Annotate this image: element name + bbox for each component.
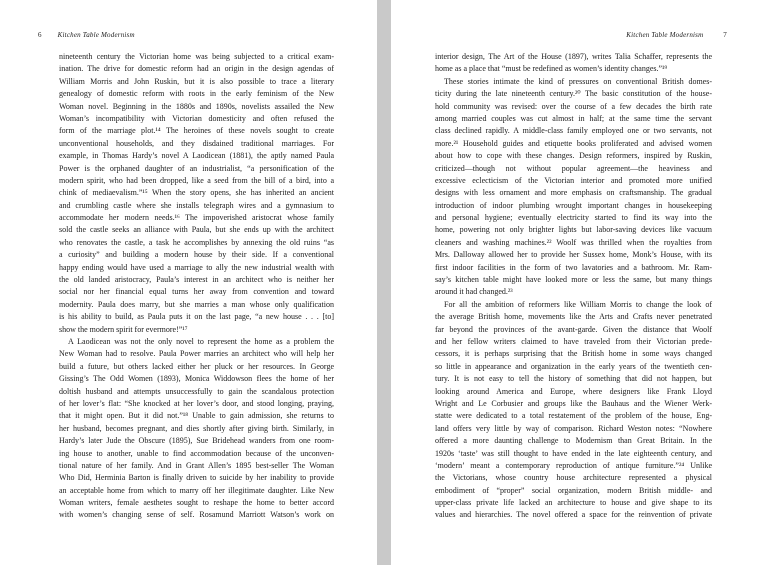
text-line: and personal hygiene; eventually electricity started to find its way into the bbox=[435, 213, 712, 223]
text-line: Power is the orphaned daughter of an industrialist, “a personification of the bbox=[59, 163, 334, 173]
text-line: doltish husband and attempts unsuccessfully to gain the scandalous protection bbox=[59, 386, 334, 396]
text-line: cessors, it is perhaps surprising that the British home in some ways changed bbox=[435, 349, 712, 359]
text-line: of her lover’s flat: “She knocked at her lover’s door, and stood longing, praying, bbox=[59, 398, 334, 408]
text-line: say’s kitchen table might have looked more or less the same, but many things bbox=[435, 275, 712, 285]
text-line: 1920s ‘taste’ was still thought to have ended in the late eighteenth century, and bbox=[435, 448, 712, 458]
text-line: ‘modern’ meant a contemporary reproduction of antique furniture.”²⁴ Unlike bbox=[435, 460, 712, 470]
left-page bbox=[0, 0, 377, 565]
text-line: interior design, The Art of the House (1897), writes Talia Schaffer, represents the bbox=[435, 52, 712, 61]
text-line: sold the castle seeks an alliance with Paula, but she ends up with the architect bbox=[59, 225, 334, 235]
text-line: offered a more daunting challenge to Modernism than Great Britain. In the bbox=[435, 436, 712, 446]
page-number-right: 7 bbox=[723, 31, 727, 39]
text-line: ination. The drive for domestic reform had an origin in the design agendas of bbox=[59, 64, 334, 74]
text-line: and her fellow writers claimed to have traveled from their Victorian prede- bbox=[435, 336, 712, 346]
text-line: social nor her financial equal turns her away from convention and toward bbox=[59, 287, 334, 297]
running-head-title-left: Kitchen Table Modernism bbox=[57, 31, 135, 39]
text-line: Gissing’s The Odd Women (1893), Monica Widdowson flees the home of her bbox=[59, 374, 334, 384]
text-line: happy ending would have used a marriage to ally the new industrial wealth with bbox=[59, 262, 334, 272]
running-head-title-right: Kitchen Table Modernism bbox=[626, 31, 704, 39]
right-page bbox=[391, 0, 768, 565]
text-line: who renovates the castle, a task he accomplishes by annexing the old ruins “as bbox=[59, 237, 334, 247]
text-line: modernity. Paula does marry, but she marries a man whose only qualification bbox=[59, 299, 334, 309]
text-line: so little in appearance and organization in the early years of the twentieth cen- bbox=[435, 361, 712, 371]
text-line: excessive eclecticism of the Victorian interior and promoted more unified bbox=[435, 175, 712, 185]
text-line: among married couples was cut almost in half; at the same time the servant bbox=[435, 113, 712, 123]
text-line: A Laodicean was not the only novel to represent the home as a problem the bbox=[68, 336, 334, 346]
text-line: show the modern spirit for evermore!”¹⁷ bbox=[59, 324, 188, 334]
text-line: Who Did, Herminia Barton is finally driven to suicide by her inability to provide bbox=[59, 473, 334, 483]
text-line: Hardy’s later Jude the Obscure (1895), Sue Bridehead wanders from one room- bbox=[59, 436, 334, 446]
text-line: chink of mediaevalism.”¹⁵ When the story opens, she has inherited an ancient bbox=[59, 188, 334, 198]
text-line: Woman writers, female aesthetes sought to reshape the home to better accord bbox=[59, 498, 334, 508]
page-number-left: 6 bbox=[38, 31, 42, 39]
text-line: and crumbling castle where she installs telegraph wires and a gymnasium to bbox=[59, 200, 334, 210]
text-line: modern spirit, who had been dropped, like a seed from the bill of a bird, into a bbox=[59, 175, 334, 185]
text-line: Woman’s incompatibility with Victorian domesticity and often refused the bbox=[59, 113, 334, 123]
text-line: New Woman had to resolve. Paula Power marries an architect who will help her bbox=[59, 349, 334, 359]
text-line: Mrs. Dalloway allowed her to provide her Sussex home, Monk’s House, with its bbox=[435, 250, 712, 260]
text-line: a curiosity” and building a modern house by their side. If a conventional bbox=[59, 250, 334, 260]
text-line: far beyond the provinces of the avant-garde. Given the distance that Woolf bbox=[435, 324, 712, 334]
text-line: cleaners and washing machines.²² Woolf was thrilled when the royalties from bbox=[435, 237, 712, 247]
text-line: tional nature of her family. And in Grant Allen’s 1895 best-seller The Woman bbox=[59, 460, 334, 470]
text-line: accommodate her modern needs.¹⁶ The impoverished aristocrat whose family bbox=[59, 213, 334, 223]
text-line: the average British home, movements like the Arts and Crafts never penetrated bbox=[435, 312, 712, 322]
text-line: form of the marriage plot.¹⁴ The heroines of these novels sought to create bbox=[59, 126, 334, 136]
text-line: home, powering not only brighter lights but labor-saving devices like vacuum bbox=[435, 225, 712, 235]
text-line: Woman novel. Beginning in the 1880s and 1890s, novelists assailed the New bbox=[59, 101, 334, 111]
text-line: build a future, but others lacked either her pluck or her resources. In George bbox=[59, 361, 334, 371]
text-line: criticized—though not without popular agreement—the heaviness and bbox=[435, 163, 712, 173]
text-line: more.²¹ Household guides and etiquette books proliferated and advised women bbox=[435, 138, 712, 148]
text-line: Wright and Le Corbusier and groups like the Bauhaus and the Wiener Werk- bbox=[435, 398, 712, 408]
text-line: introduction of indoor plumbing wrought important changes in housekeeping bbox=[435, 200, 712, 210]
text-line: first indoor facilities in the form of two lavatories and a bathroom. Mr. Ram- bbox=[435, 262, 712, 272]
text-line: hold community was revised: over the course of a few decades the birth rate bbox=[435, 101, 712, 111]
text-line: home as a place that “must be redefined as women’s identity changes.”¹⁹ bbox=[435, 64, 668, 74]
text-line: ing house to another, unable to find accommodation because of the unconven- bbox=[59, 448, 334, 458]
text-line: values and hierarchies. The novel offered a space for the reinvention of private bbox=[435, 510, 712, 520]
text-line: ticity during the late nineteenth century.²⁰ The basic constitution of the house- bbox=[435, 89, 712, 99]
running-header-right bbox=[626, 31, 727, 39]
text-line: statte were dedicated to a total restatement of the problem of the house, Eng- bbox=[435, 411, 712, 421]
text-line: For all the ambition of reformers like William Morris to change the look of bbox=[444, 299, 712, 309]
text-line: around it had changed.²³ bbox=[435, 287, 513, 297]
text-line: embodiment of “proper” social organization, modern British middle- and bbox=[435, 485, 712, 495]
running-header-left bbox=[38, 31, 135, 39]
text-line: example, in Thomas Hardy’s novel A Laodicean (1881), the aptly named Paula bbox=[59, 151, 334, 161]
text-line: unconventional households, and they disdained traditional marriages. For bbox=[59, 138, 334, 148]
text-line: an acceptable home from which to marry off her illegitimate daughter. Like New bbox=[59, 485, 334, 495]
text-line: her husband, becomes pregnant, and dies shortly after giving birth. Similarly, in bbox=[59, 423, 334, 433]
text-line: These stories intimate the kind of pressures on conventional British domes- bbox=[444, 76, 712, 86]
body-text-right bbox=[435, 51, 712, 522]
text-line: is his ability to build, as Paula puts it on the last page, “a new house . . . [to] bbox=[59, 312, 334, 322]
text-line: William Morris and John Ruskin, but it is also possible to trace a literary bbox=[59, 76, 334, 86]
text-line: upper-class private life lacked an architecture to house and give shape to its bbox=[435, 498, 712, 508]
text-line: with women’s changing sense of self. Rosamund Marriott Watson’s work on bbox=[59, 510, 334, 520]
text-line: class declined rapidly. A middle-class family employed one or two servants, not bbox=[435, 126, 712, 136]
text-line: genealogy of domestic reform with roots in the early feminism of the New bbox=[59, 89, 334, 99]
text-line: tury. It is not easy to tell the history of something that did not happen, but bbox=[435, 374, 712, 384]
text-line: designs with less ornament and more emphasis on craftsmanship. The gradual bbox=[435, 188, 712, 198]
body-text-left bbox=[59, 51, 334, 522]
text-line: the Victorians, whose country house architecture represented a physical bbox=[435, 473, 712, 483]
text-line: looking around America and Europe, where designers like Frank Lloyd bbox=[435, 386, 712, 396]
text-line: the old landed aristocracy, Paula’s interest in an architect who is neither her bbox=[59, 275, 334, 285]
text-line: about how to cope with these changes. Design reformers, inspired by Ruskin, bbox=[435, 151, 712, 161]
text-line: nineteenth century the Victorian home was being subjected to a critical exam- bbox=[59, 52, 334, 61]
text-line: land offers very little by way of comparison. Richard Weston notes: “Nowhere bbox=[435, 423, 712, 433]
text-line: that it might open. But it did not.”¹⁸ Unable to gain admission, she returns to bbox=[59, 411, 334, 421]
